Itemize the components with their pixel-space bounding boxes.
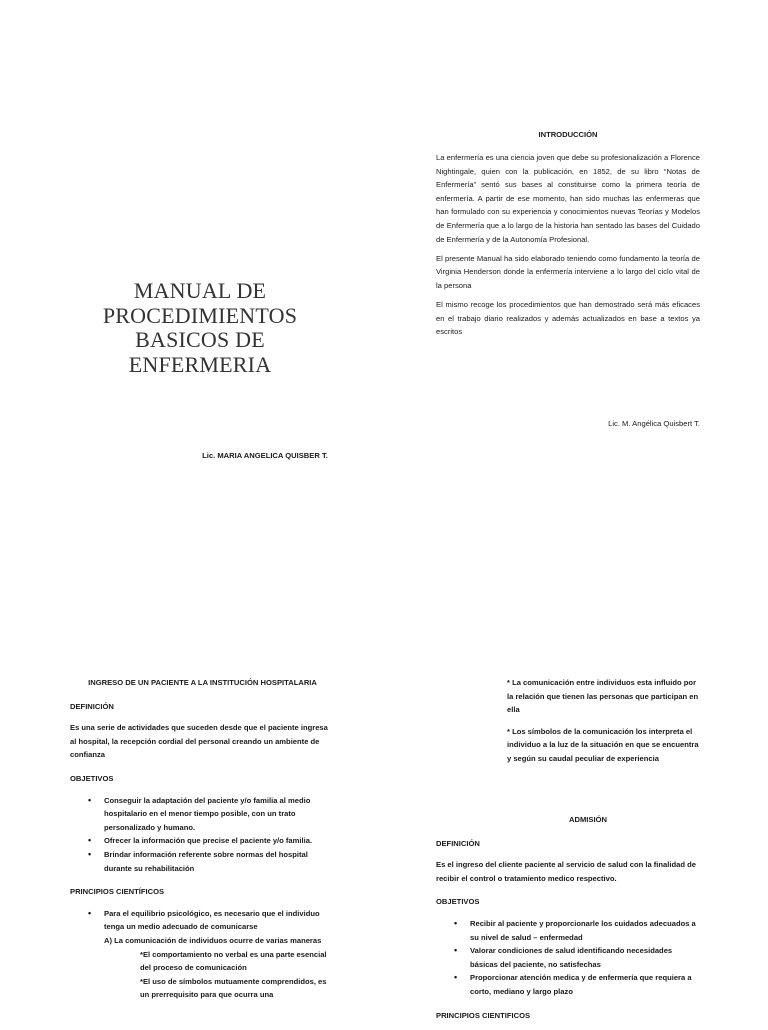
introduction-signature: Lic. M. Angélica Quisbert T. — [608, 419, 700, 428]
list-item: • Recibir al paciente y proporcionarle los cuidados adecuados a su nivel de salud – enfermedad — [436, 917, 700, 944]
definicion-text: Es el ingreso del cliente paciente al servicio de salud con la finalidad de recibir el control o tratamiento medico respectivo. — [436, 860, 696, 883]
list-item: • Para el equilibrio psicológico, es necesario que el individuo tenga un medio adecuado de comunicarse — [70, 907, 335, 934]
list-item: • Brindar información referente sobre normas del hospital durante su rehabilitación — [70, 848, 335, 875]
manual-title — [60, 279, 340, 377]
introduction-paragraph: El presente Manual ha sido elaborado teniendo como fundamento la teoría de Virginia Henderson donde la enfermería interviene a lo largo del ciclo vital de la persona — [436, 253, 700, 290]
principios-heading: PRINCIPIOS CIENTIFICOS — [436, 1010, 531, 1020]
list-item: • Proporcionar atención medica y de enfermería que requiera a corto, mediano y largo plazo — [436, 971, 700, 998]
title-line: ENFERMERIA — [128, 351, 272, 377]
objetivos-list — [436, 917, 700, 999]
principio-note: *El comportamiento no verbal es una parte esencial del proceso de comunicación — [140, 949, 327, 973]
ingreso-section — [70, 676, 335, 1002]
principios-list — [70, 907, 335, 934]
title-line: BASICOS DE — [135, 327, 265, 352]
list-item: • Valorar condiciones de salud identificando necesidades básicas del paciente, no satisfechas — [436, 944, 700, 971]
title-line: PROCEDIMIENTOS — [102, 302, 298, 328]
introduction-paragraph: La enfermería es una ciencia joven que debe su profesionalización a Florence Nightingale, quien con la publicación, en 1852, de su libro “Notas de Enfermería” sentó sus bases al constituirse como la primera teoría de enfermería. A partir de ese momento, han sido muchas las enfermeras que han formulado con su experiencia y conocimientos nuevas Teorías y Modelos de Enfermería que a lo largo de la historia han sentado las bases del Cuidado de Enfermería y de la Autonomía Profesional. — [436, 153, 700, 244]
list-item: • Conseguir la adaptación del paciente y/o familia al medio hospitalario en el menor tiempo posible, con un trato personalizado y humano. — [70, 794, 335, 835]
communication-note: * Los símbolos de la comunicación los interpreta el individuo a la luz de la situación en que se encuentra y según su caudal peculiar de experiencia — [507, 726, 699, 763]
communication-notes — [507, 676, 700, 774]
introduction-heading: INTRODUCCIÓN — [538, 130, 598, 139]
author-name: Lic. MARIA ANGELICA QUISBER T. — [202, 451, 328, 460]
objetivos-list — [70, 794, 335, 876]
definicion-heading: DEFINICIÓN — [436, 838, 480, 848]
introduction-paragraph: El mismo recoge los procedimientos que han demostrado será más eficaces en el trabajo diario realizados y además actualizados en base a textos ya escritos — [436, 299, 700, 337]
principios-heading: PRINCIPIOS CIENTÍFICOS — [70, 887, 165, 897]
definicion-heading: DEFINICIÓN — [70, 701, 114, 711]
list-item: • Ofrecer la información que precise el paciente y/o familia. — [70, 834, 335, 848]
definicion-text: Es una serie de actividades que suceden desde que el paciente ingresa al hospital, la recepción cordial del personal creando un ambiente de confianza — [70, 723, 328, 760]
ingreso-title: INGRESO DE UN PACIENTE A LA INSTITUCIÓN HOSPITALARIA — [88, 678, 317, 687]
objetivos-heading: OBJETIVOS — [70, 773, 114, 783]
objetivos-heading: OBJETIVOS — [436, 897, 480, 907]
principio-note: *El uso de símbolos mutuamente comprendidos, es un prerrequisito para que ocurra una — [140, 976, 327, 1000]
introduction-body — [436, 151, 700, 344]
communication-note: * La comunicación entre individuos esta influido por la relación que tienen las personas que participan en ella — [507, 678, 699, 715]
admision-section — [436, 813, 700, 1030]
admision-title: ADMISIÓN — [569, 815, 607, 824]
principio-a: A) La comunicación de individuos ocurre de varias maneras — [104, 935, 322, 945]
title-line: MANUAL DE — [133, 278, 267, 303]
